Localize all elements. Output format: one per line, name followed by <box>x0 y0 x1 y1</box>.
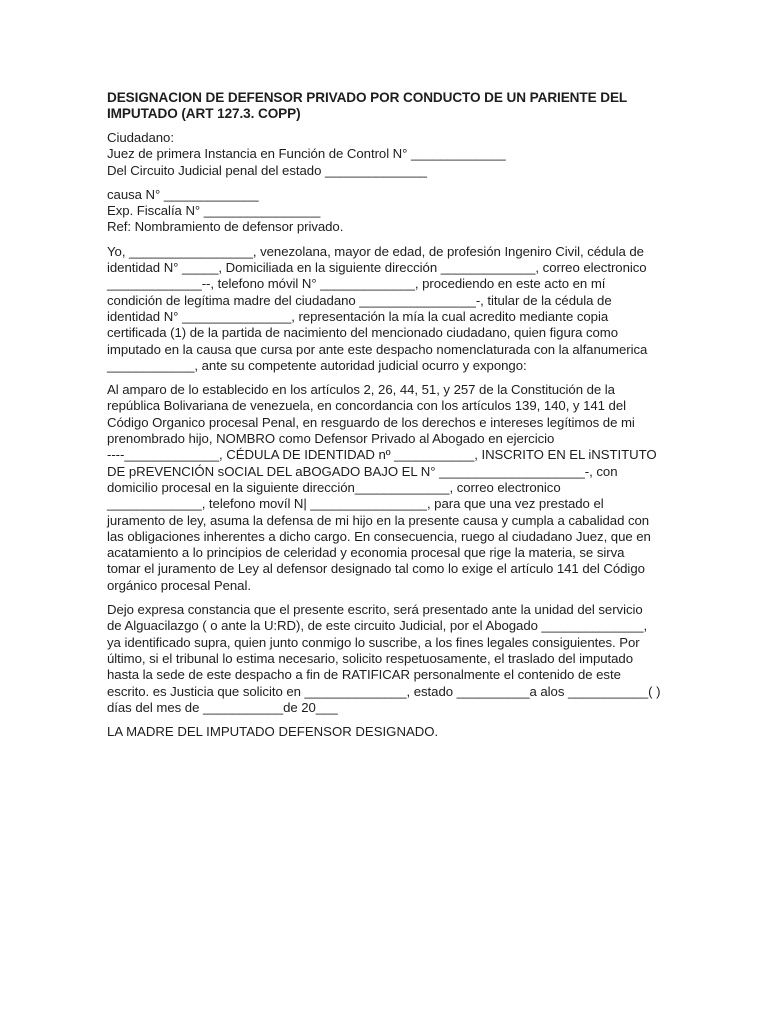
addressee-block <box>107 130 659 179</box>
text-line: certificada (1) de la partida de nacimiento del mencionado ciudadano, quien figura como <box>107 325 619 341</box>
closing-paragraph <box>107 602 659 716</box>
text-line: ____________, ante su competente autoridad judicial ocurro y expongo: <box>107 357 527 373</box>
text-line: identidad N° _____, Domiciliada en la siguiente dirección _____________, correo electronico <box>107 260 647 276</box>
signature-line: LA MADRE DEL IMPUTADO DEFENSOR DESIGNADO. <box>107 724 439 740</box>
text-line: identidad N° _______________, representación la mía la cual acredito mediante copia <box>107 308 609 324</box>
text-line: orgánico procesal Penal. <box>107 577 251 593</box>
text-line: _____________--, telefono móvil N° _____________, procediendo en este acto en mí <box>107 276 606 292</box>
text-line: Exp. Fiscalía N° ________________ <box>107 203 321 219</box>
text-line: imputado en la causa que cursa por ante este despacho nomenclaturada con la alfanumerica <box>107 341 648 357</box>
text-line: condición de legítima madre del ciudadano ________________-, titular de la cédula de <box>107 292 612 308</box>
document-page <box>107 90 659 740</box>
text-line: Ref: Nombramiento de defensor privado. <box>107 219 344 235</box>
text-line: Ciudadano: <box>107 130 174 145</box>
intro-paragraph <box>107 244 659 374</box>
text-line: escrito. es Justicia que solicito en ______________, estado __________a alos ___________( ) <box>107 683 661 699</box>
text-line: Juez de primera Instancia en Función de Control N° _____________ <box>107 146 506 162</box>
text-line: días del mes de ___________de 20___ <box>107 699 338 715</box>
text-line: Código Organico procesal Penal, en resguardo de los derechos e intereses legítimos de mi <box>107 414 635 430</box>
text-line: domicilio procesal en la siguiente dirección_____________, correo electronico <box>107 479 561 495</box>
text-line: ----_____________, CÉDULA DE IDENTIDAD nº ___________, INSCRITO EN EL iNSTITUTO <box>107 447 657 463</box>
text-line: las obligaciones inherentes a dicho cargo. En consecuencia, ruego al ciudadano Juez, que en <box>107 528 651 544</box>
text-line: Al amparo de lo establecido en los artículos 2, 26, 44, 51, y 257 de la Constitución de la <box>107 382 615 398</box>
text-line: hasta la sede de este despacho a fin de RATIFICAR personalmente el contenido de este <box>107 667 621 683</box>
text-line: _____________, telefono movíl N| ________________, para que una vez prestado el <box>107 496 604 512</box>
text-line: república Bolivariana de venezuela, en concordancia con los artículos 139, 140, y 141 del <box>107 398 626 414</box>
text-line: causa N° _____________ <box>107 186 259 202</box>
text-line: prenombrado hijo, NOMBRO como Defensor Privado al Abogado en ejercicio <box>107 431 555 447</box>
text-line: Yo, _________________, venezolana, mayor de edad, de profesión Ingeniro Civil, cédula de <box>107 243 644 259</box>
text-line: Dejo expresa constancia que el presente escrito, será presentado ante la unidad del servicio <box>107 602 643 618</box>
text-line: juramento de ley, asuma la defensa de mi hijo en la presente causa y cumpla a cabalidad con <box>107 512 650 528</box>
text-line: de Alguacilazgo ( o ante la U:RD), de este circuito Judicial, por el Abogado ______________, <box>107 618 648 634</box>
text-line: Del Circuito Judicial penal del estado ______________ <box>107 162 427 178</box>
text-line: ya identificado supra, quien junto conmigo lo suscribe, a los fines legales consiguientes. Por <box>107 634 640 650</box>
text-line: tomar el juramento de Ley al defensor designado tal como lo exige el artículo 141 del Código <box>107 561 645 577</box>
legal-basis-paragraph <box>107 382 659 594</box>
text-line: acatamiento a lo principios de celeridad y economia procesal que rige la materia, se sirva <box>107 545 625 561</box>
text-line: último, si el tribunal lo estima necesario, solicito respetuosamente, el traslado del imputado <box>107 650 634 666</box>
text-line: DE pREVENCIÓN sOCIAL DEL aBOGADO BAJO EL N° ____________________-, con <box>107 463 618 479</box>
reference-block <box>107 187 659 236</box>
document-title: DESIGNACION DE DEFENSOR PRIVADO POR CONDUCTO DE UN PARIENTE DEL IMPUTADO (ART 127.3. COPP) <box>107 90 627 121</box>
